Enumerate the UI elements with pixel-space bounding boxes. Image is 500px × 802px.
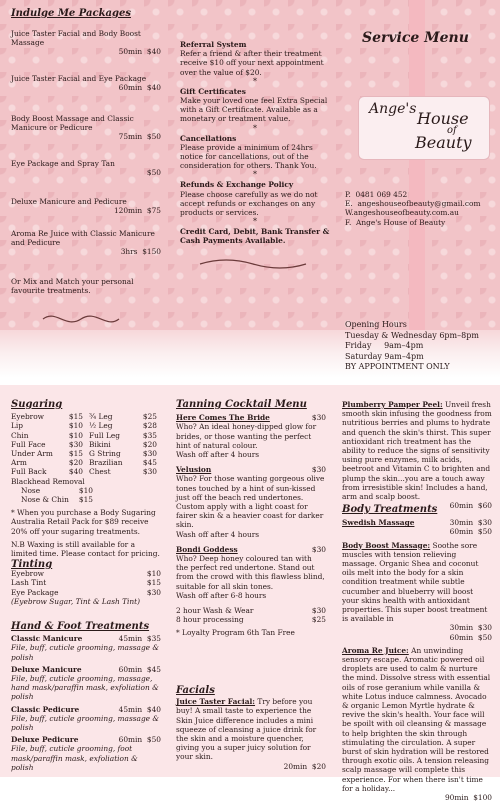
logo-text: House bbox=[417, 109, 469, 128]
tanning-section bbox=[176, 400, 326, 638]
indulge-list bbox=[11, 29, 161, 295]
contact-info bbox=[345, 190, 495, 227]
facials-title: Facials bbox=[176, 685, 215, 696]
mix-match-note: Or Mix and Match your personal favourite treatments. bbox=[11, 277, 134, 296]
logo-text: Ange's bbox=[369, 101, 417, 117]
tinting-title: Tinting bbox=[11, 559, 53, 570]
body-title: Body Treatments bbox=[342, 504, 438, 515]
logo bbox=[358, 96, 490, 160]
pink-ribbon bbox=[409, 0, 425, 335]
package-item bbox=[11, 159, 161, 197]
sugaring-col-left: Eyebrow $15 Lip $10 Chin $10 Full Face $30 Under Arm $15 Arm $20 Full Back $40 bbox=[11, 412, 83, 477]
indulge-title: Indulge Me Packages bbox=[11, 8, 131, 19]
package-duration: 120min bbox=[113, 206, 143, 216]
separator-star: * bbox=[253, 123, 257, 133]
policy-block bbox=[180, 180, 330, 217]
handfoot-title: Hand & Foot Treatments bbox=[11, 621, 150, 632]
hours-line: Tuesday & Wednesday 6pm–8pm bbox=[345, 330, 479, 340]
package-item bbox=[11, 229, 161, 277]
blackhead-title: Blackhead Removal bbox=[11, 476, 85, 486]
hours-title: Opening Hours bbox=[345, 320, 407, 329]
hours-line: Friday 9am–4pm bbox=[345, 341, 424, 350]
policy-title: Refunds & Exchange Policy bbox=[180, 180, 294, 190]
tan-extras: 2 hour Wash & Wear $30 8 hour processing $25 bbox=[176, 606, 326, 625]
indulge-section bbox=[11, 8, 161, 329]
opening-hours bbox=[345, 320, 495, 373]
treatment-item: Classic Manicure 45min $35 File, buff, cuticle grooming, massage & polish bbox=[11, 634, 161, 662]
loyalty-note: * Loyalty Program 6th Tan Free bbox=[176, 628, 295, 638]
separator-star: * bbox=[253, 217, 257, 227]
logo-text: of bbox=[447, 125, 457, 136]
facial-desc: Try before you buy! A small taste to experience the Skin Juice difference includes a mini squeeze of cleansing a juice drink for the skin and a moisture quencher, giving you a super juicy solution for your skin. bbox=[176, 697, 317, 762]
package-price: $75 bbox=[146, 206, 161, 216]
appointment-note: BY APPOINTMENT ONLY bbox=[345, 362, 450, 371]
hours-line: Saturday 9am–4pm bbox=[345, 351, 424, 361]
package-duration: 50min bbox=[118, 47, 143, 57]
separator-star: * bbox=[253, 76, 257, 86]
package-duration: 3hrs bbox=[120, 247, 138, 257]
treatment-item: Classic Pedicure 45min $40 File, buff, cuticle grooming, massage & polish bbox=[11, 704, 161, 733]
treatment-item: Deluxe Manicure 60min $45 File, buff, cuticle grooming, massage, hand mask/paraffin mask, exfoliation & polish bbox=[11, 664, 161, 702]
package-price: $50 bbox=[146, 168, 161, 178]
package-price: $40 bbox=[146, 83, 161, 93]
sugaring-title: Sugaring bbox=[11, 399, 63, 410]
handfoot-section bbox=[11, 622, 161, 772]
sugaring-promo: * When you purchase a Body Sugaring Australia Retail Pack for $89 receive 20% off your sugaring treatments. bbox=[11, 508, 156, 536]
policy-title: Referral System bbox=[180, 40, 247, 49]
package-name: Aroma Re Juice with Classic Manicure and Pedicure bbox=[11, 229, 155, 248]
package-name: Juice Taster Facial and Body Boost Massage bbox=[11, 29, 141, 48]
tinting-note: (Eyebrow Sugar, Tint & Lash Tint) bbox=[11, 596, 141, 606]
contact-phone: P. 0481 069 452 bbox=[345, 190, 408, 199]
policy-body: Please provide a minimum of 24hrs notice for cancellations, out of the consideration for others. Thank You. bbox=[180, 142, 317, 171]
facial-name: Juice Taster Facial: bbox=[176, 697, 256, 707]
package-name: Deluxe Manicure and Pedicure bbox=[11, 197, 127, 206]
package-name: Eye Package and Spray Tan bbox=[11, 159, 115, 168]
boost-item: Body Boost Massage: Soothe sore muscles with tension relieving massage. Organic Shea and coconut oils melt into the body for a skin condition treatment while subtle cucumber and blueberry will boost your skins health with antioxidant properties. This super boost treatment is available in 30min $30 60min $50 bbox=[342, 540, 492, 642]
sugaring-col-right: ¾ Leg $25 ½ Leg $28 Full Leg $35 Bikini $20 G String $30 Brazilian $45 Chest $30 bbox=[89, 412, 157, 477]
tan-item: Here Comes The Bride $30 Who? An ideal honey-dipped glow for brides, or those wanting the perfect hint of natural colour. Wash off after 4 hours bbox=[176, 413, 326, 460]
contact-facebook[interactable]: F. Ange's House of Beauty bbox=[345, 217, 446, 227]
package-item bbox=[11, 74, 161, 114]
package-item bbox=[11, 114, 161, 159]
policies-section bbox=[180, 40, 330, 272]
policy-block bbox=[180, 134, 330, 171]
tan-item: Velusion $30 Who? For those wanting gorgeous olive tones touched by a hint of sun-kissed just off the beach red undertones. Custom apply with a light coast for fairer skin & a heavier coast for darker skin. Wash off after 4 hours bbox=[176, 465, 326, 539]
tanning-title: Tanning Cocktail Menu bbox=[176, 399, 307, 410]
tan-item: Bondi Goddess $30 Who? Deep honey coloured tan with the perfect red undertone. Stand out from the crowd with this flawless blind, suitable for all skin tones. Wash off after 6-8 hours bbox=[176, 544, 326, 600]
sugaring-table bbox=[11, 412, 161, 476]
package-duration: 75min bbox=[118, 132, 143, 142]
logo-text: Beauty bbox=[415, 133, 472, 152]
flourish-ornament bbox=[198, 256, 308, 272]
contact-email[interactable]: E. angeshouseofbeauty@gmail.com bbox=[345, 199, 481, 209]
package-item bbox=[11, 29, 161, 74]
package-name: Body Boost Massage and Classic Manicure or Pedicure bbox=[11, 114, 134, 133]
package-name: Juice Taster Facial and Eye Package bbox=[11, 74, 147, 83]
tinting-section: Tinting Eyebrow $10 Lash Tint $15 Eye Package $30 (Eyebrow Sugar, Tint & Lash Tint) bbox=[11, 559, 161, 606]
waxing-note: N.B Waxing is still available for a limited time. Please contact for pricing. bbox=[11, 539, 160, 559]
policy-title: Cancellations bbox=[180, 133, 237, 143]
swedish-item: Swedish Massage 30min $30 60min $50 bbox=[342, 518, 492, 537]
aroma-item: Aroma Re Juice: An unwinding sensory escape. Aromatic powered oil droplets are used to calm & nurture the mind. Dissolve stress with essential oils of rose geranium while vanilla & white Lotus induce calmness. Avocado & organic Lemon Myrtle hydrate & revive the skin's health. Your face will be spoilt with oil cleansing & massage to help brighten the skin through stimulating the circulation. A super burst of skin hydration will be restored through exotic oils. A tension releasing scalp massage will complete this experience. For when there isn't time for a holiday... 90min $100 bbox=[342, 645, 492, 802]
body-section bbox=[342, 505, 492, 802]
separator-star: * bbox=[253, 170, 257, 180]
blackhead-list: Nose $10 Nose & Chin $15 bbox=[21, 485, 93, 505]
sugaring-section bbox=[11, 400, 161, 558]
policy-body: Make your loved one feel Extra Special with a Gift Certificate. Available as a monetary or treatment value. bbox=[180, 96, 328, 124]
contact-website[interactable]: W.angeshouseofbeauty.com.au bbox=[345, 208, 459, 218]
policy-body: Refer a friend & after their treatment receive $10 off your next appointment over the value of $20. bbox=[180, 49, 324, 77]
package-price: $40 bbox=[146, 47, 161, 57]
package-price: $50 bbox=[146, 132, 161, 142]
flourish-ornament bbox=[41, 309, 121, 329]
policy-title: Gift Certificates bbox=[180, 86, 246, 96]
policy-block bbox=[180, 40, 330, 77]
plumberry-name: Plumberry Pamper Peel: bbox=[342, 400, 443, 409]
package-duration: 60min bbox=[118, 83, 143, 93]
menu-title: Service Menu bbox=[362, 30, 469, 46]
facials-section: Facials Juice Taster Facial: Try before you buy! A small taste to experience the Skin Juice difference includes a mini squeeze of cleansing a juice drink for the skin and a moisture quencher, giving you a super juicy solution for your skin. 20min $20 bbox=[176, 685, 326, 771]
plumberry-desc: Unveil fresh smooth skin infusing the goodness from nutritious berries and plums to hydrate and quench the skin's thirst. This super antioxidant rich treatment has the ability to reduce the signs of sensitivity using pure enzymes, milk acids, beetroot and Vitamin C to brighten and plump the skin...you are a touch away from irresistible skin! Includes a hand, arm and scalp boost. bbox=[342, 400, 492, 502]
plumberry-section: Plumberry Pamper Peel: Unveil fresh smooth skin infusing the goodness from nutritious berries and plums to hydrate and quench the skin's thirst. This super antioxidant rich treatment has the ability to reduce the signs of sensitivity using pure enzymes, milk acids, beetroot and Vitamin C to brighten and plump the skin...you are a touch away from irresistible skin! Includes a hand, arm and scalp boost. 60min $60 bbox=[342, 400, 492, 511]
policy-body: Please choose carefully as we do not accept refunds or exchanges on any products or services. bbox=[180, 189, 318, 218]
payment-note: Credit Card, Debit, Bank Transfer & Cash Payments Available. bbox=[180, 227, 330, 246]
package-price: $150 bbox=[142, 247, 161, 257]
package-item bbox=[11, 197, 161, 229]
treatment-item: Deluxe Pedicure 60min $50 File, buff, cuticle grooming, foot mask/paraffin mask, exfoliation & polish bbox=[11, 735, 161, 772]
policy-block bbox=[180, 87, 330, 124]
